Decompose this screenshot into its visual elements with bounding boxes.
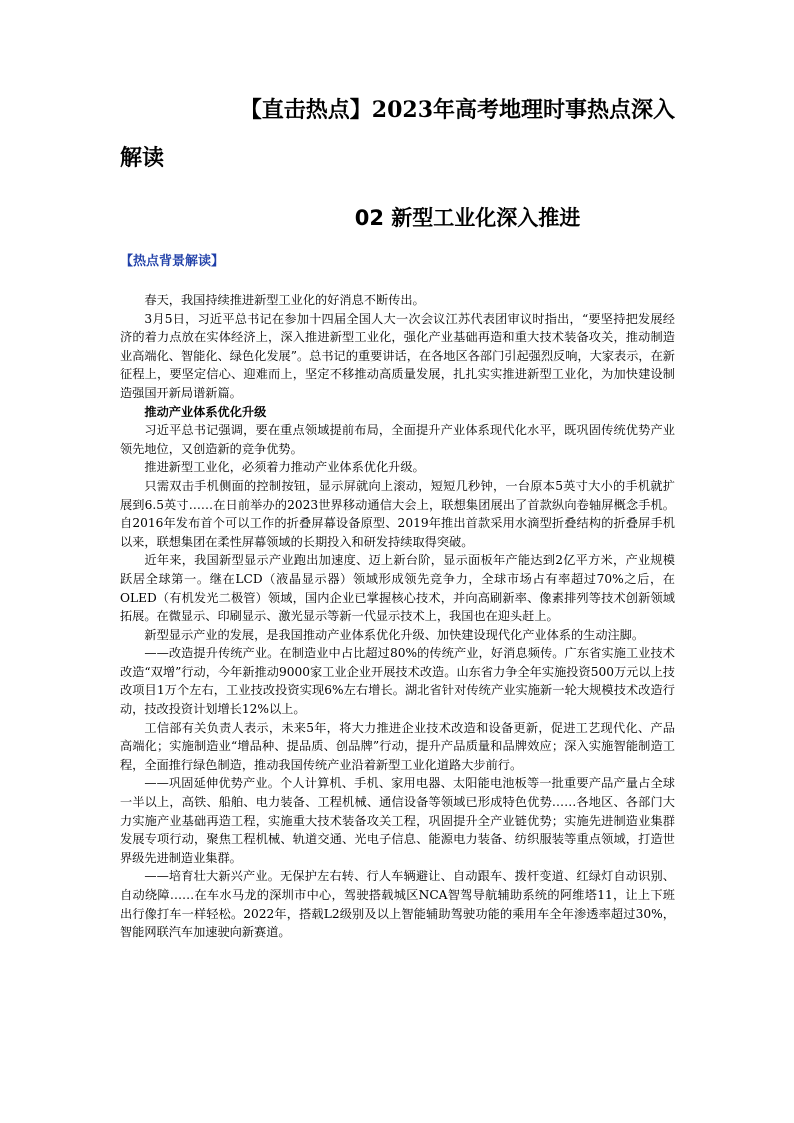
- paragraph: ——培育壮大新兴产业。无保护左右转、行人车辆避让、自动跟车、拨杆变道、红绿灯自动识别、自动绕障……在车水马龙的深圳市中心，驾驶搭载城区NCA智驾导航辅助系统的阿维塔11，让上下班出行像打车一样轻松。2022年，搭载L2级别及以上智能辅助驾驶功能的乘用车全年渗透率超过30%，智能网联汽车加速驶向新赛道。: [120, 869, 675, 940]
- paragraph: 工信部有关负责人表示，未来5年，将大力推进企业技术改造和设备更新，促进工艺现代化、产品高端化；实施制造业“增品种、提品质、创品牌”行动，提升产品质量和品牌效应；深入实施智能制造工程，全面推行绿色制造，推动我国传统产业沿着新型工业化道路大步前行。: [120, 720, 675, 772]
- section-tag: 【热点背景解读】: [120, 254, 225, 269]
- paragraph: ——改造提升传统产业。在制造业中占比超过80%的传统产业，好消息频传。广东省实施工业技术改造“双增”行动，今年新推动9000家工业企业开展技术改造。山东省力争全年实施投资500万元以上技改项目1万个左右，工业技改投资实现6%左右增长。湖北省针对传统产业实施新一轮大规模技术改造行动，技改投资计划增长12%以上。: [120, 646, 675, 717]
- paragraph: 春天，我国持续推进新型工业化的好消息不断传出。: [144, 293, 425, 307]
- document-title-line-2: 解读: [120, 145, 165, 171]
- section-heading: 推动产业体系优化升级: [144, 404, 267, 419]
- paragraph: ——巩固延伸优势产业。个人计算机、手机、家用电器、太阳能电池板等一批重要产品产量占全球一半以上，高铁、船舶、电力装备、工程机械、通信设备等领域已形成特色优势……各地区、各部门大力实施产业基础再造工程，实施重大技术装备攻关工程，巩固提升全产业链优势；实施先进制造业集群发展专项行动，聚焦工程机械、轨道交通、光电子信息、能源电力装备、纺织服装等重点领域，打造世界级先进制造业集群。: [120, 776, 675, 865]
- paragraph: 新型显示产业的发展，是我国推动产业体系优化升级、加快建设现代化产业体系的生动注脚。: [144, 627, 645, 642]
- paragraph: 推进新型工业化，必须着力推动产业体系优化升级。: [144, 460, 425, 475]
- document-title-line-1: 【直击热点】2023年高考地理时事热点深入: [239, 97, 675, 123]
- paragraph: 3月5日，习近平总书记在参加十四届全国人大一次会议江苏代表团审议时指出，“要坚持把发展经济的着力点放在实体经济上，深入推进新型工业化，强化产业基础再造和重大技术装备攻关，推动制造业高端化、智能化、绿色化发展”。总书记的重要讲话，在各地区各部门引起强烈反响，大家表示，在新征程上，要坚定信心、迎难而上，坚定不移推动高质量发展，扎扎实实推进新型工业化，为加快建设制造强国开新局谱新篇。: [120, 311, 675, 400]
- document-body: [120, 291, 675, 942]
- paragraph: 只需双击手机侧面的控制按钮，显示屏就向上滚动，短短几秒钟，一台原本5英寸大小的手机就扩展到6.5英寸……在日前举办的2023世界移动通信大会上，联想集团展出了首款纵向卷轴屏概念手机。自2016年发布首个可以工作的折叠屏幕设备原型、2019年推出首款采用水滴型折叠结构的折叠屏手机以来，联想集团在柔性屏幕领域的长期投入和研发持续取得突破。: [120, 478, 675, 549]
- paragraph: 习近平总书记强调，要在重点领域提前布局，全面提升产业体系现代化水平，既巩固传统优势产业领先地位，又创造新的竞争优势。: [120, 423, 675, 456]
- paragraph: 近年来，我国新型显示产业跑出加速度、迈上新台阶，显示面板年产能达到2亿平方米，产业规模跃居全球第一。继在LCD（液晶显示器）领域形成领先竞争力，全球市场占有率超过70%之后，在OLED（有机发光二极管）领域，国内企业已掌握核心技术，并向高刷新率、像素排列等技术创新领域拓展。在微显示、印刷显示、激光显示等新一代显示技术上，我国也在迎头赶上。: [120, 553, 675, 624]
- document-subtitle: 02 新型工业化深入推进: [354, 206, 581, 230]
